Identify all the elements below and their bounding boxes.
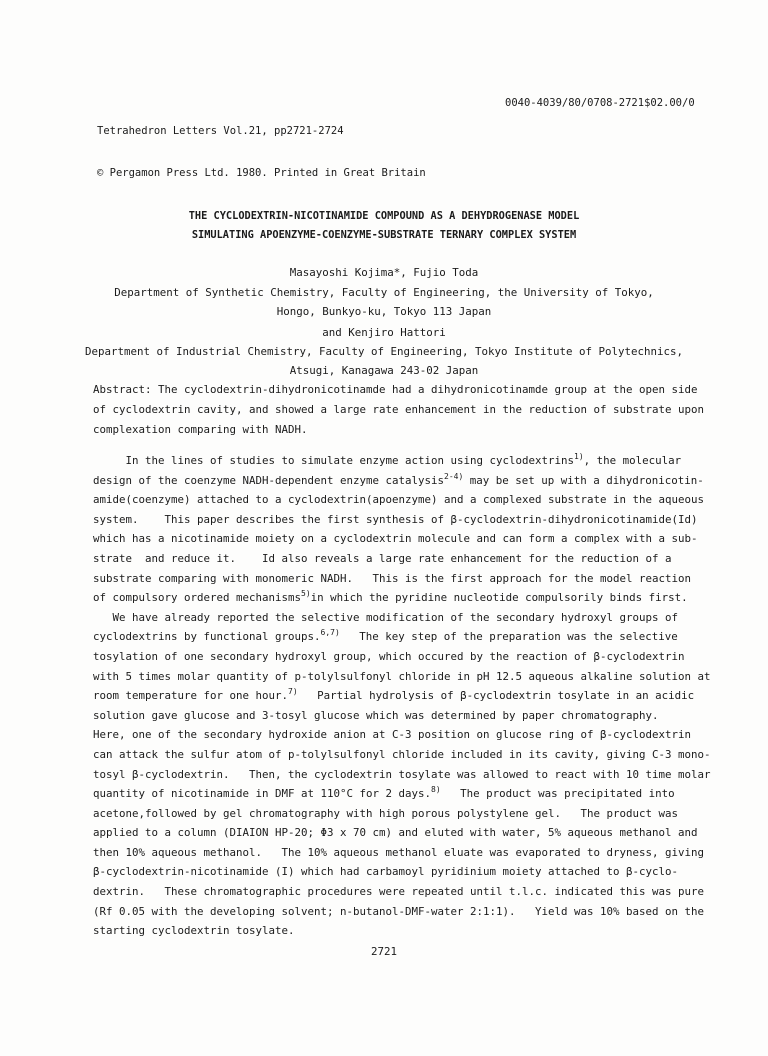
author-names-2: and Kenjiro Hattori	[322, 326, 446, 339]
body-line: of compulsory ordered mechanisms$^{5)}$in which the pyridine nucleotide compulsorily binds first.	[93, 589, 688, 605]
body-line: then 10% aqueous methanol. The 10% aqueous methanol eluate was evaporated to dryness, giving	[93, 845, 705, 859]
body-line: can attack the sulfur atom of p-tolylsulfonyl chloride included in its cavity, giving C-3 mono-	[93, 747, 711, 761]
title-line-2: SIMULATING APOENZYME-COENZYME-SUBSTRATE TERNARY COMPLEX SYSTEM	[191, 229, 577, 241]
body-text	[93, 451, 711, 941]
citation: 2-4)	[444, 471, 464, 481]
affiliation-1-line-2: Hongo, Bunkyo-ku, Tokyo 113 Japan	[276, 305, 492, 318]
body-line: β-cyclodextrin-nicotinamide (I) which had carbamoyl pyridinium moiety attached to β-cyclo-	[93, 865, 679, 879]
affiliation-1-line-1: Department of Synthetic Chemistry, Faculty of Engineering, the University of Tokyo,	[114, 286, 654, 299]
paper-title	[0, 207, 768, 245]
citation: 8)	[431, 785, 441, 795]
body-line: strate and reduce it. Id also reveals a large rate enhancement for the reduction of a	[93, 551, 672, 565]
citation: 7)	[288, 687, 298, 697]
affiliation-2-line-2: Atsugi, Kanagawa 243-02 Japan	[289, 364, 479, 377]
title-line-1: THE CYCLODEXTRIN-NICOTINAMIDE COMPOUND AS A DEHYDROGENASE MODEL	[188, 210, 580, 222]
body-line: In the lines of studies to simulate enzyme action using cyclodextrins$^{1)}$, the molecular	[93, 452, 682, 467]
citation: 6,7)	[320, 628, 340, 638]
body-line: room temperature for one hour.$^{7)}$ Partial hydrolysis of β-cyclodextrin tosylate in an acidic	[93, 687, 695, 703]
body-line: starting cyclodextrin tosylate.	[93, 924, 295, 938]
author-names-1: Masayoshi Kojima*, Fujio Toda	[289, 266, 479, 279]
body-line: quantity of nicotinamide in DMF at 110°C for 2 days.$^{8)}$ The product was precipitated into	[93, 785, 675, 801]
body-line: system. This paper describes the first synthesis of β-cyclodextrin-dihydronicotinamide(Id)	[93, 512, 698, 526]
body-line: amide(coenzyme) attached to a cyclodextrin(apoenzyme) and a complexed substrate in the aqueous	[93, 493, 705, 507]
body-line: tosylation of one secondary hydroxyl group, which occured by the reaction of β-cyclodextrin	[93, 649, 685, 663]
citation: 5)	[301, 589, 311, 599]
abstract-line: complexation comparing with NADH.	[93, 423, 308, 436]
citation: 1)	[574, 452, 584, 461]
body-line: (Rf 0.05 with the developing solvent; n-butanol-DMF-water 2:1:1). Yield was 10% based on the	[93, 904, 705, 918]
journal-line: Tetrahedron Letters Vol.21, pp2721-2724	[97, 125, 344, 137]
body-line: cyclodextrins by functional groups.$^{6,7)}$ The key step of the preparation was the selective	[93, 628, 678, 644]
body-line: tosyl β-cyclodextrin. Then, the cyclodextrin tosylate was allowed to react with 10 time molar	[93, 767, 711, 781]
page-number: 2721	[370, 945, 397, 958]
body-line: design of the coenzyme NADH-dependent enzyme catalysis$^{2-4)}$ may be set up with a dihydronicotin-	[93, 471, 704, 487]
journal-header	[97, 96, 426, 208]
abstract-line: of cyclodextrin cavity, and showed a large rate enhancement in the reduction of substrate upon	[93, 403, 705, 416]
abstract	[93, 380, 703, 440]
body-line: acetone,followed by gel chromatography with high porous polystylene gel. The product was	[93, 806, 679, 820]
article-code: 0040-4039/80/0708-2721$02.00/0	[505, 97, 695, 109]
abstract-line: Abstract: The cyclodextrin-dihydronicotinamde had a dihydronicotinamde group at the open side	[93, 383, 698, 396]
body-line: We have already reported the selective modification of the secondary hydroxyl groups of	[93, 610, 679, 624]
body-line: substrate comparing with monomeric NADH. This is the first approach for the model reaction	[93, 571, 692, 585]
body-line: solution gave glucose and 3-tosyl glucose which was determined by paper chromatography.	[93, 708, 659, 722]
affiliation-2-line-1: Department of Industrial Chemistry, Faculty of Engineering, Tokyo Institute of Polytechnics,	[84, 345, 684, 358]
body-line: dextrin. These chromatographic procedures were repeated until t.l.c. indicated this was pure	[93, 885, 705, 899]
body-line: Here, one of the secondary hydroxide anion at C-3 position on glucose ring of β-cyclodextrin	[93, 728, 692, 742]
body-line: which has a nicotinamide moiety on a cyclodextrin molecule and can form a complex with a sub-	[93, 532, 698, 546]
body-line: applied to a column (DIAION HP-20; Φ3 x 70 cm) and eluted with water, 5% aqueous methanol and	[93, 826, 698, 840]
body-line: with 5 times molar quantity of p-tolylsulfonyl chloride in pH 12.5 aqueous alkaline solution at	[93, 669, 711, 683]
publisher-line: © Pergamon Press Ltd. 1980. Printed in Great Britain	[97, 167, 426, 179]
